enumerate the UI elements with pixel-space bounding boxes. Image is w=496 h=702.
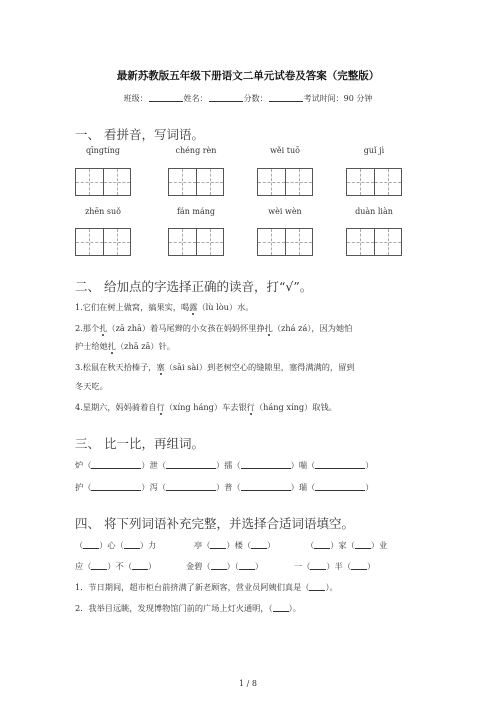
pinyin-8: duàn liàn [355,207,393,216]
class-blank[interactable] [149,93,183,102]
q2-line-3: 护士给她扎（zhā zā）针。 [75,341,175,351]
idiom-blank[interactable] [91,561,107,570]
fill-question-1: 1．节日期间，超市柜台前挤满了新老顾客，营业员阿姨们真是（ ）。 [75,582,338,592]
idiom-row-1b: 亭（ ）楼（ ） [194,540,276,550]
idiom-blank[interactable] [211,561,227,570]
name-label: 姓名： [183,94,208,103]
class-label: 班级： [123,94,148,103]
dotted-char: 扎 [107,341,116,351]
answer-blank[interactable] [273,603,289,612]
pinyin-2: chéng rèn [175,146,217,155]
page-title: 最新苏教版五年级下册语文二单元试卷及答案（完整版） [116,70,380,82]
q2-line-1: 1.它们在树上做窝，搞果实，喝露（lù lòu）水。 [75,302,254,312]
dotted-char: 塞 [156,362,165,372]
answer-blank[interactable] [241,482,291,491]
answer-blank[interactable] [315,460,365,469]
idiom-blank[interactable] [355,540,371,549]
idiom-blank[interactable] [124,540,140,549]
q2-line-5: 冬天吃。 [75,381,108,391]
writing-grid-1[interactable] [75,168,131,196]
section3-heading: 三、 比一比，再组词。 [75,436,204,451]
idiom-row-1: （ ）心（ ）力 [75,540,157,550]
answer-blank[interactable] [91,460,141,469]
writing-grid-7[interactable] [257,228,313,256]
idiom-blank[interactable] [351,561,367,570]
idiom-row-1c: （ ）家（ ）业 [306,540,388,550]
name-blank[interactable] [209,93,243,102]
idiom-blank[interactable] [314,540,330,549]
section4-heading: 四、 将下列词语补充完整，并选择合适词语填空。 [75,516,354,531]
dotted-char: 露 [189,302,198,312]
score-label: 分数： [243,94,268,103]
answer-blank[interactable] [166,482,216,491]
idiom-row-2: 应（ ）不（ ） [75,561,157,571]
idiom-blank[interactable] [251,540,267,549]
dotted-char: 行 [156,402,165,412]
answer-blank[interactable] [315,482,365,491]
section1-heading: 一、 看拼音，写词语。 [75,127,204,142]
writing-grid-3[interactable] [257,168,313,196]
answer-blank[interactable] [91,482,141,491]
score-blank[interactable] [269,93,303,102]
pinyin-6: fán máng [176,207,216,216]
idiom-blank[interactable] [239,561,255,570]
pinyin-7: wèi wèn [268,207,302,216]
q2-line-4: 3.松鼠在秋天拾榛子，塞（sāi sài）到老树空心的缝隙里，塞得满满的，留到 [75,362,355,372]
answer-blank[interactable] [241,460,291,469]
idiom-blank[interactable] [210,540,226,549]
compare-row-1: 炉（ ）泄（ ）擂（ ）喘（ ） [75,460,374,470]
pinyin-1: qīngtíng [86,146,120,155]
idiom-row-2b: 金碧（ ）（ ） [186,561,264,571]
idiom-row-2c: 一（ ）半（ ） [294,561,376,571]
pinyin-4: guǐ jì [363,146,385,155]
q2-line-6: 4.星期六，妈妈骑着自行（xíng háng）车去银行（háng xíng）取钱。 [75,402,337,412]
dotted-char: 行 [246,402,255,412]
idiom-blank[interactable] [132,561,148,570]
page-number: 1 / 8 [239,679,257,688]
section2-heading: 二、 给加点的字选择正确的读音，打“√”。 [75,279,313,294]
fill-question-2: 2．我举目远眺，发现博物馆门前的广场上灯火通明，（ ）。 [75,603,301,613]
writing-grid-5[interactable] [75,228,131,256]
idiom-blank[interactable] [83,540,99,549]
writing-grid-2[interactable] [168,168,224,196]
q2-line-2: 2.那个扎（zā zhā）着马尾辫的小女孩在妈妈怀里挣扎（zhá zá），因为她怕 [75,323,353,333]
idiom-blank[interactable] [310,561,326,570]
pinyin-3: wěi tuō [270,146,300,155]
student-info-line [0,93,496,104]
answer-blank[interactable] [309,582,325,591]
writing-grid-6[interactable] [168,228,224,256]
pinyin-5: zhēn suǒ [85,207,121,216]
answer-blank[interactable] [166,460,216,469]
time-label: 考试时间：90 分钟 [303,94,373,103]
writing-grid-4[interactable] [346,168,402,196]
compare-row-2: 护（ ）泻（ ）普（ ）瑞（ ） [75,482,374,492]
writing-grid-8[interactable] [346,228,402,256]
dotted-char: 扎 [99,323,108,333]
dotted-char: 扎 [264,323,273,333]
